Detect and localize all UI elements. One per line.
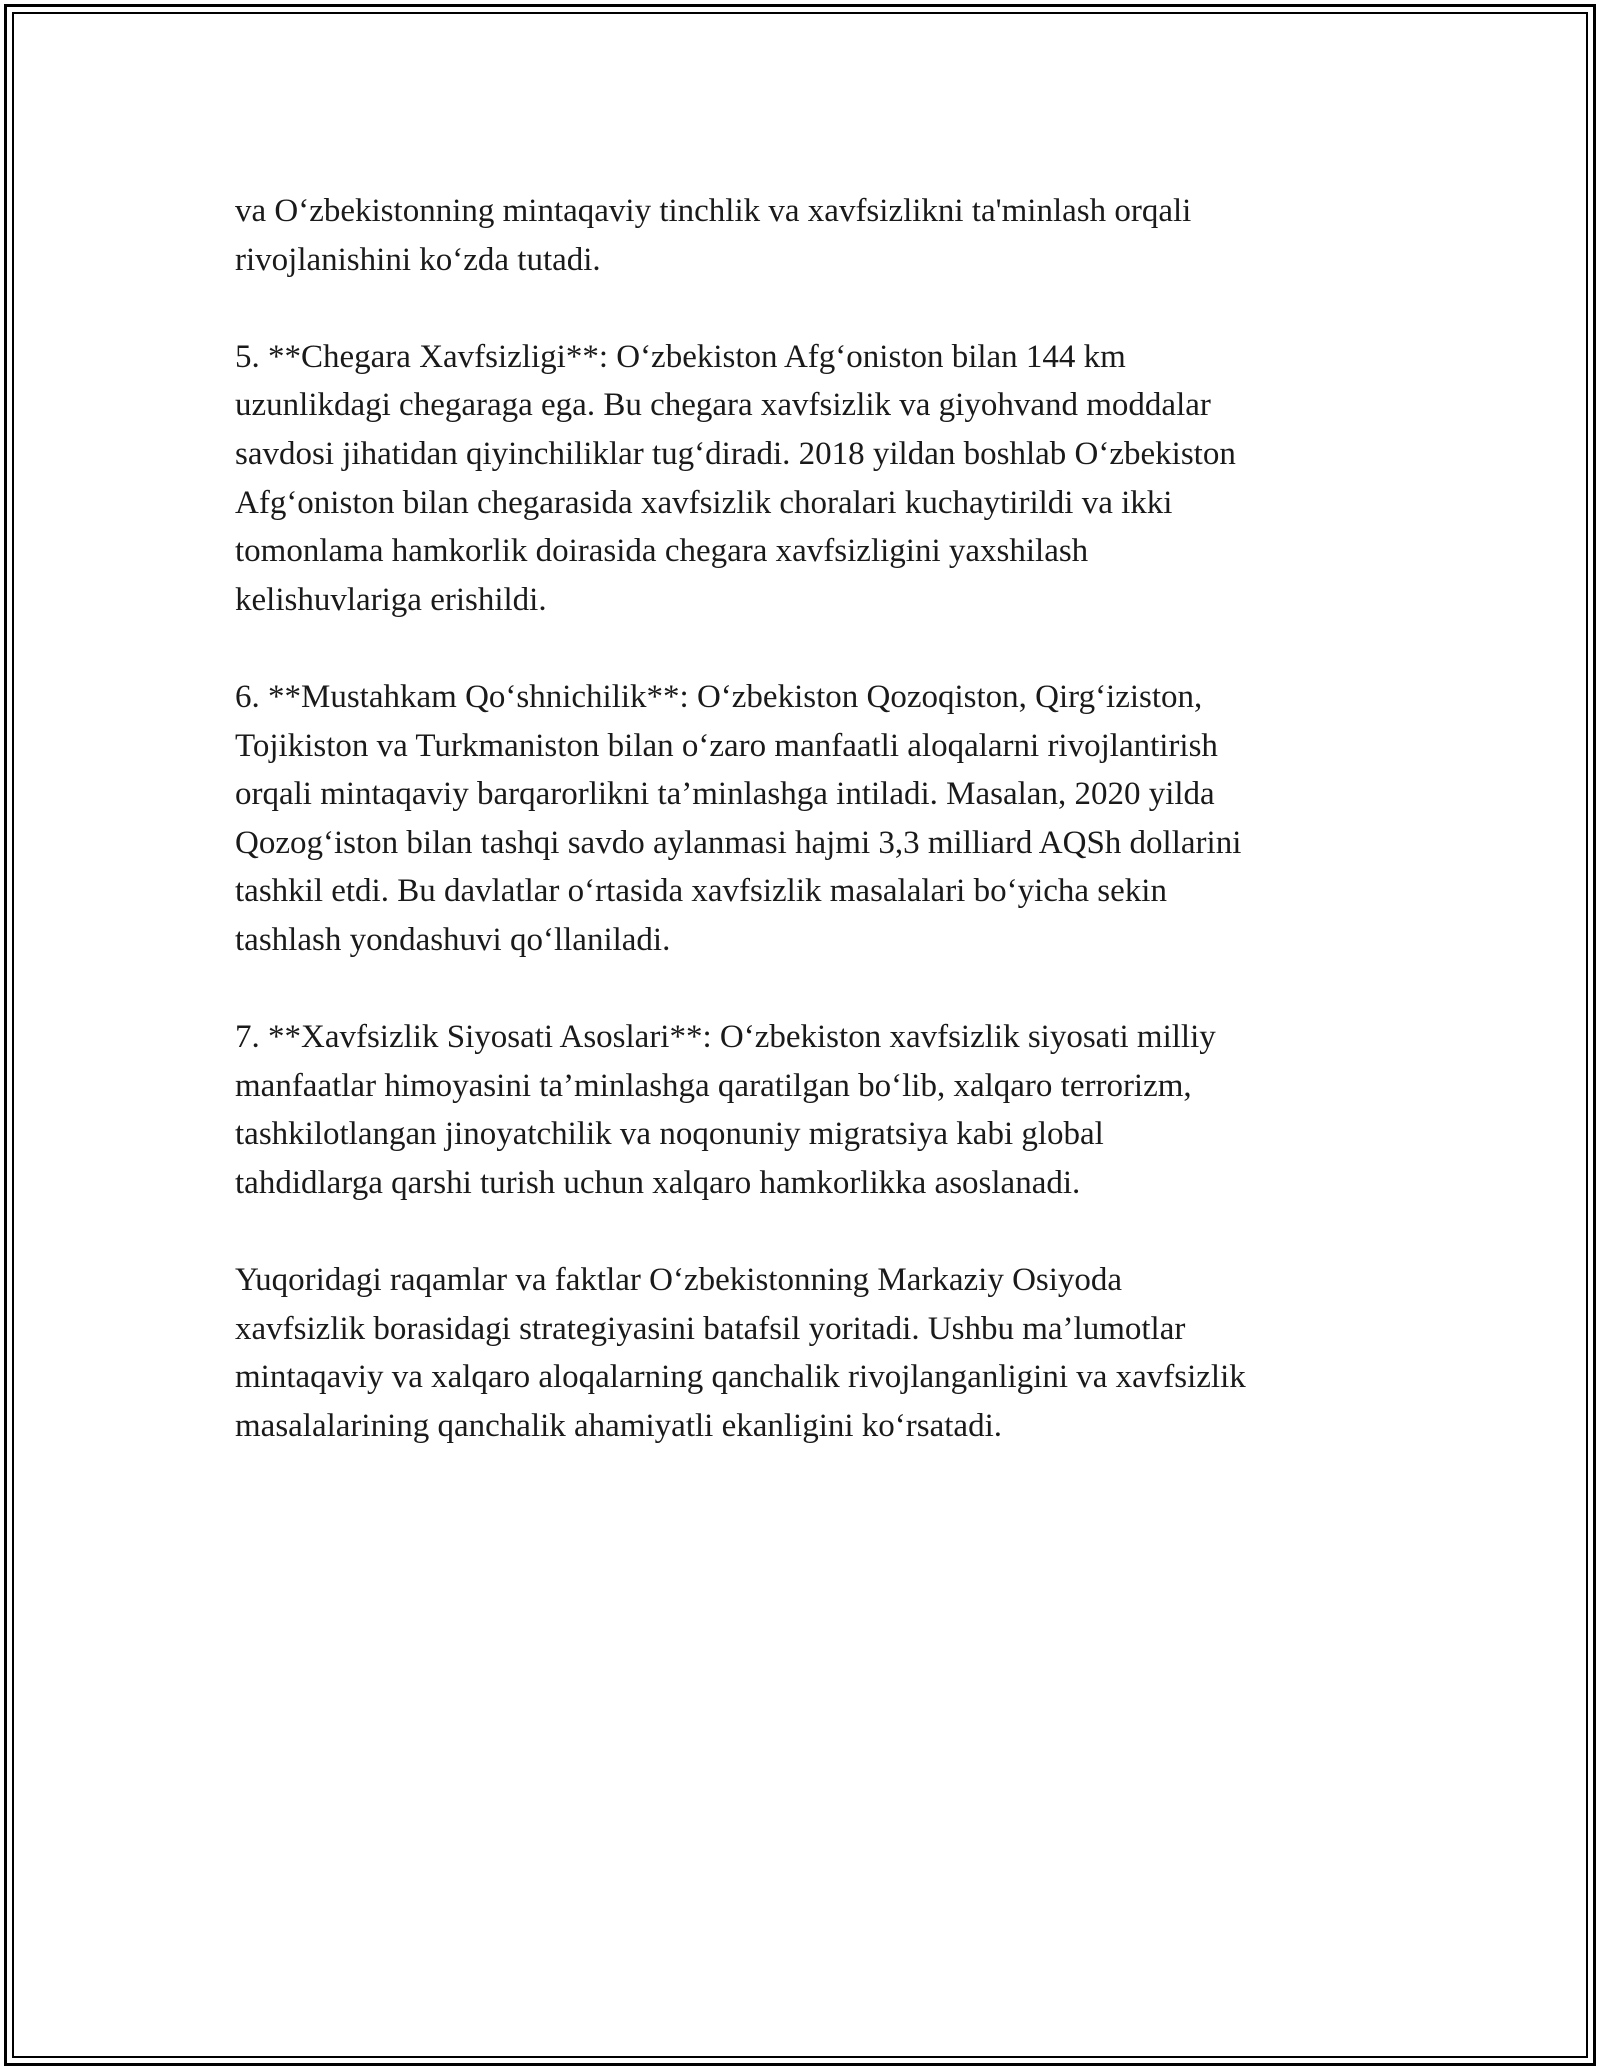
- paragraph-continuation: va O‘zbekistonning mintaqaviy tinchlik va xavfsizlikni ta'minlash orqali rivojlanishini ko‘zda tutadi.: [235, 193, 1192, 278]
- paragraph-good-neighborliness: 6. **Mustahkam Qo‘shnichilik**: O‘zbekiston Qozoqiston, Qirg‘iziston, Tojikiston va Turkmaniston bilan o‘zaro manfaatli aloqalarni rivojlantirish orqali mintaqaviy barqarorlikni ta’minlashga intiladi. Masalan, 2020 yilda Qozog‘iston bilan tashqi savdo aylanmasi hajmi 3,3 milliard AQSh dollarini tashkil etdi. Bu davlatlar o‘rtasida xavfsizlik masalalari bo‘yicha sekin tashlash yondashuvi qo‘llaniladi.: [235, 678, 1242, 958]
- paragraph-conclusion: Yuqoridagi raqamlar va faktlar O‘zbekistonning Markaziy Osiyoda xavfsizlik borasidagi strategiyasini batafsil yoritadi. Ushbu ma’lumotlar mintaqaviy va xalqaro aloqalarning qanchalik rivojlanganligini va xavfsizlik masalalarining qanchalik ahamiyatli ekanligini ko‘rsatadi.: [235, 1262, 1246, 1444]
- paragraph-security-policy: 7. **Xavfsizlik Siyosati Asoslari**: O‘zbekiston xavfsizlik siyosati milliy manfaatlar himoyasini ta’minlashga qaratilgan bo‘lib, xalqaro terrorizm, tashkilotlangan jinoyatchilik va noqonuniy migratsiya kabi global tahdidlarga qarshi turish uchun xalqaro hamkorlikka asoslanadi.: [235, 1019, 1216, 1201]
- paragraph-border-security: 5. **Chegara Xavfsizligi**: O‘zbekiston Afg‘oniston bilan 144 km uzunlikdagi chegaraga ega. Bu chegara xavfsizlik va giyohvand moddalar savdosi jihatidan qiyinchiliklar tug‘diradi. 2018 yildan boshlab O‘zbekiston Afg‘oniston bilan chegarasida xavfsizlik choralari kuchaytirildi va ikki tomonlama hamkorlik doirasida chegara xavfsizligini yaxshilash kelishuvlariga erishildi.: [235, 338, 1236, 618]
- document-body: [235, 187, 1395, 1499]
